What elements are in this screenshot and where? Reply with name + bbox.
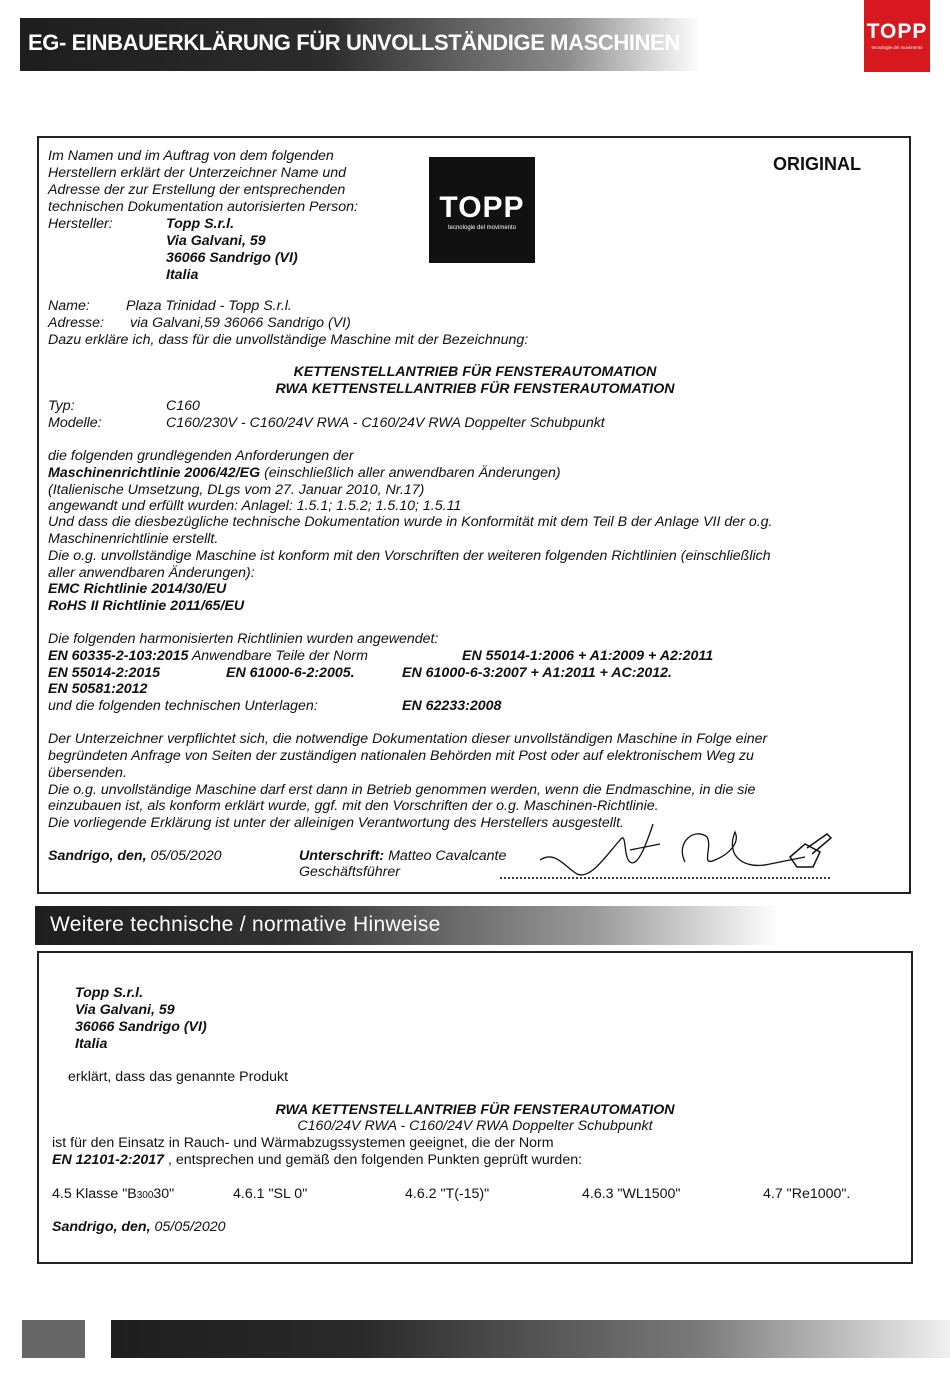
intro-line: Im Namen und im Auftrag von dem folgenden [48,148,334,164]
closing-line: Die o.g. unvollständige Maschine darf erst dann in Betrieb genommen werden, wenn die Endmaschine, in die sie [48,782,756,798]
standard: EN 55014-2:2015 [48,665,161,681]
intro-line: Herstellern erklärt der Unterzeichner Name und [48,165,347,181]
directive-suffix: (einschließlich aller anwendbaren Änderungen) [260,465,561,481]
intro-line: technischen Dokumentation autorisierten Person: [48,199,358,215]
req-line: Maschinenrichtlinie erstellt. [48,531,219,547]
req-directive-line [48,465,561,482]
company-name: Topp S.r.l. [75,985,144,1001]
manufacturer-street: Via Galvani, 59 [166,233,266,249]
topp-logo [864,0,930,72]
standard: EN 61000-6-2:2005. [226,665,355,681]
product-title: RWA KETTENSTELLANTRIEB FÜR FENSTERAUTOMATION [275,1102,675,1118]
manufacturer-city: 36066 Sandrigo (VI) [166,250,298,266]
norm-suffix: , entsprechen und gemäß den folgenden Punkten geprüft wurden: [164,1152,583,1168]
class-prefix: 4.5 Klasse " [52,1186,128,1202]
name-value: Plaza Trinidad - Topp S.r.l. [126,298,292,314]
models-label: Modelle: [48,415,102,431]
harmonized-intro: Die folgenden harmonisierten Richtlinien wurden angewendet: [48,631,439,647]
standard-line [48,648,368,665]
closing-line: einzubauen ist, als konform erklärt wurde, ggf. mit den Vorschriften der o.g. Maschinen-Richtlinie. [48,798,659,814]
place-date [52,1219,226,1236]
class-suffix: 30" [153,1186,175,1202]
signature-line [299,848,506,865]
signature-image [535,812,845,882]
type-label: Typ: [48,398,75,414]
closing-line: Der Unterzeichner verpflichtet sich, die notwendige Dokumentation dieser unvollständigen Maschine in Folge einer [48,731,768,747]
section-title: Weitere technische / normative Hinweise [50,913,441,936]
place-date [48,848,222,865]
date: 05/05/2020 [154,1219,226,1235]
closing-line: begründeten Anfrage von Seiten der zuständigen nationalen Behörden mit Post oder auf elektronischem Weg zu [48,748,754,764]
product-title-rwa: RWA KETTENSTELLANTRIEB FÜR FENSTERAUTOMATION [275,381,675,397]
designation-intro: Dazu erkläre ich, dass für die unvollständige Maschine mit der Bezeichnung: [48,332,529,348]
req-line: angewandt und erfüllt wurden: Anlagel: 1.5.1; 1.5.2; 1.5.10; 1.5.11 [48,498,462,514]
place-label: Sandrigo, den, [48,848,147,864]
original-label: ORIGINAL [773,154,861,174]
closing-line: übersenden. [48,765,127,781]
class-item: 4.6.2 "T(-15)" [405,1186,490,1202]
standard-note: Anwendbare Teile der Norm [188,648,368,664]
req-line: die folgenden grundlegenden Anforderungen der [48,448,354,464]
date: 05/05/2020 [150,848,222,864]
closing-line: Die vorliegende Erklärung ist unter der alleinigen Verantwortung des Herstellers ausgestellt. [48,815,624,831]
logo-text: TOPP [439,191,525,224]
product-models: C160/24V RWA - C160/24V RWA Doppelter Schubpunkt [297,1118,653,1134]
logo-tagline: tecnologie del movimento [871,45,923,50]
place-label: Sandrigo, den, [52,1219,151,1235]
manufacturer-country: Italia [166,267,199,283]
signatory-role: Geschäftsführer [299,864,400,880]
manufacturer-name: Topp S.r.l. [166,216,235,232]
pen-hand-icon [790,834,831,867]
type-value: C160 [166,398,200,414]
topp-logo-dark [429,157,535,263]
standard: EN 60335-2-103:2015 [48,648,189,664]
standard: EN 50581:2012 [48,681,148,697]
company-city: 36066 Sandrigo (VI) [75,1019,207,1035]
page-title: EG- EINBAUERKLÄRUNG FÜR UNVOLLSTÄNDIGE MASCHINEN [28,30,680,55]
address-label: Adresse: [48,315,104,331]
product-title: KETTENSTELLANTRIEB FÜR FENSTERAUTOMATION [293,364,657,380]
standard: EN 61000-6-3:2007 + A1:2011 + AC:2012. [402,665,672,681]
machinery-directive: Maschinenrichtlinie 2006/42/EG [48,465,261,481]
logo-tagline: tecnologie del movimento [447,225,517,231]
signature-stroke [540,824,805,875]
usage-line: ist für den Einsatz in Rauch- und Wärmabzugssystemen geeignet, die der Norm [52,1135,554,1151]
req-line: Die o.g. unvollständige Maschine ist konform mit den Vorschriften der weiteren folgenden Richtlinien (einschließlich [48,548,771,564]
rohs-directive: RoHS II Richtlinie 2011/65/EU [48,598,245,614]
logo-text: TOPP [866,20,928,43]
name-label: Name: [48,298,90,314]
company-country: Italia [75,1036,108,1052]
class-item [52,1186,174,1204]
class-item: 4.7 "Re1000". [763,1186,851,1202]
req-line: Und dass die diesbezügliche technische Dokumentation wurde in Konformität mit dem Teil B der Anlage VII der o.g. [48,514,773,530]
signature-label: Unterschrift: [299,848,385,864]
class-subscript: 300 [136,1190,154,1201]
company-street: Via Galvani, 59 [75,1002,175,1018]
address-value: via Galvani,59 36066 Sandrigo (VI) [130,315,351,331]
class-item: 4.6.1 "SL 0" [233,1186,308,1202]
class-code: B [127,1186,137,1202]
norm-line [52,1152,582,1169]
emc-directive: EMC Richtlinie 2014/30/EU [48,581,227,597]
footer-page-block [22,1320,85,1358]
signatory-name: Matteo Cavalcante [388,848,507,864]
tech-docs-label: und die folgenden technischen Unterlagen: [48,698,318,714]
class-item: 4.6.3 "WL1500" [582,1186,681,1202]
tech-docs-value: EN 62233:2008 [402,698,502,714]
footer-band [111,1320,950,1358]
intro-line: Adresse der zur Erstellung der entsprechenden [48,182,346,198]
req-line: aller anwendbaren Änderungen): [48,565,255,581]
manufacturer-label: Hersteller: [48,216,113,232]
req-line: (Italienische Umsetzung, DLgs vom 27. Januar 2010, Nr.17) [48,482,425,498]
standard: EN 55014-1:2006 + A1:2009 + A2:2011 [462,648,714,664]
norm: EN 12101-2:2017 [52,1152,165,1168]
models-value: C160/230V - C160/24V RWA - C160/24V RWA Doppelter Schubpunkt [166,415,605,431]
declares-text: erklärt, dass das genannte Produkt [68,1069,289,1085]
